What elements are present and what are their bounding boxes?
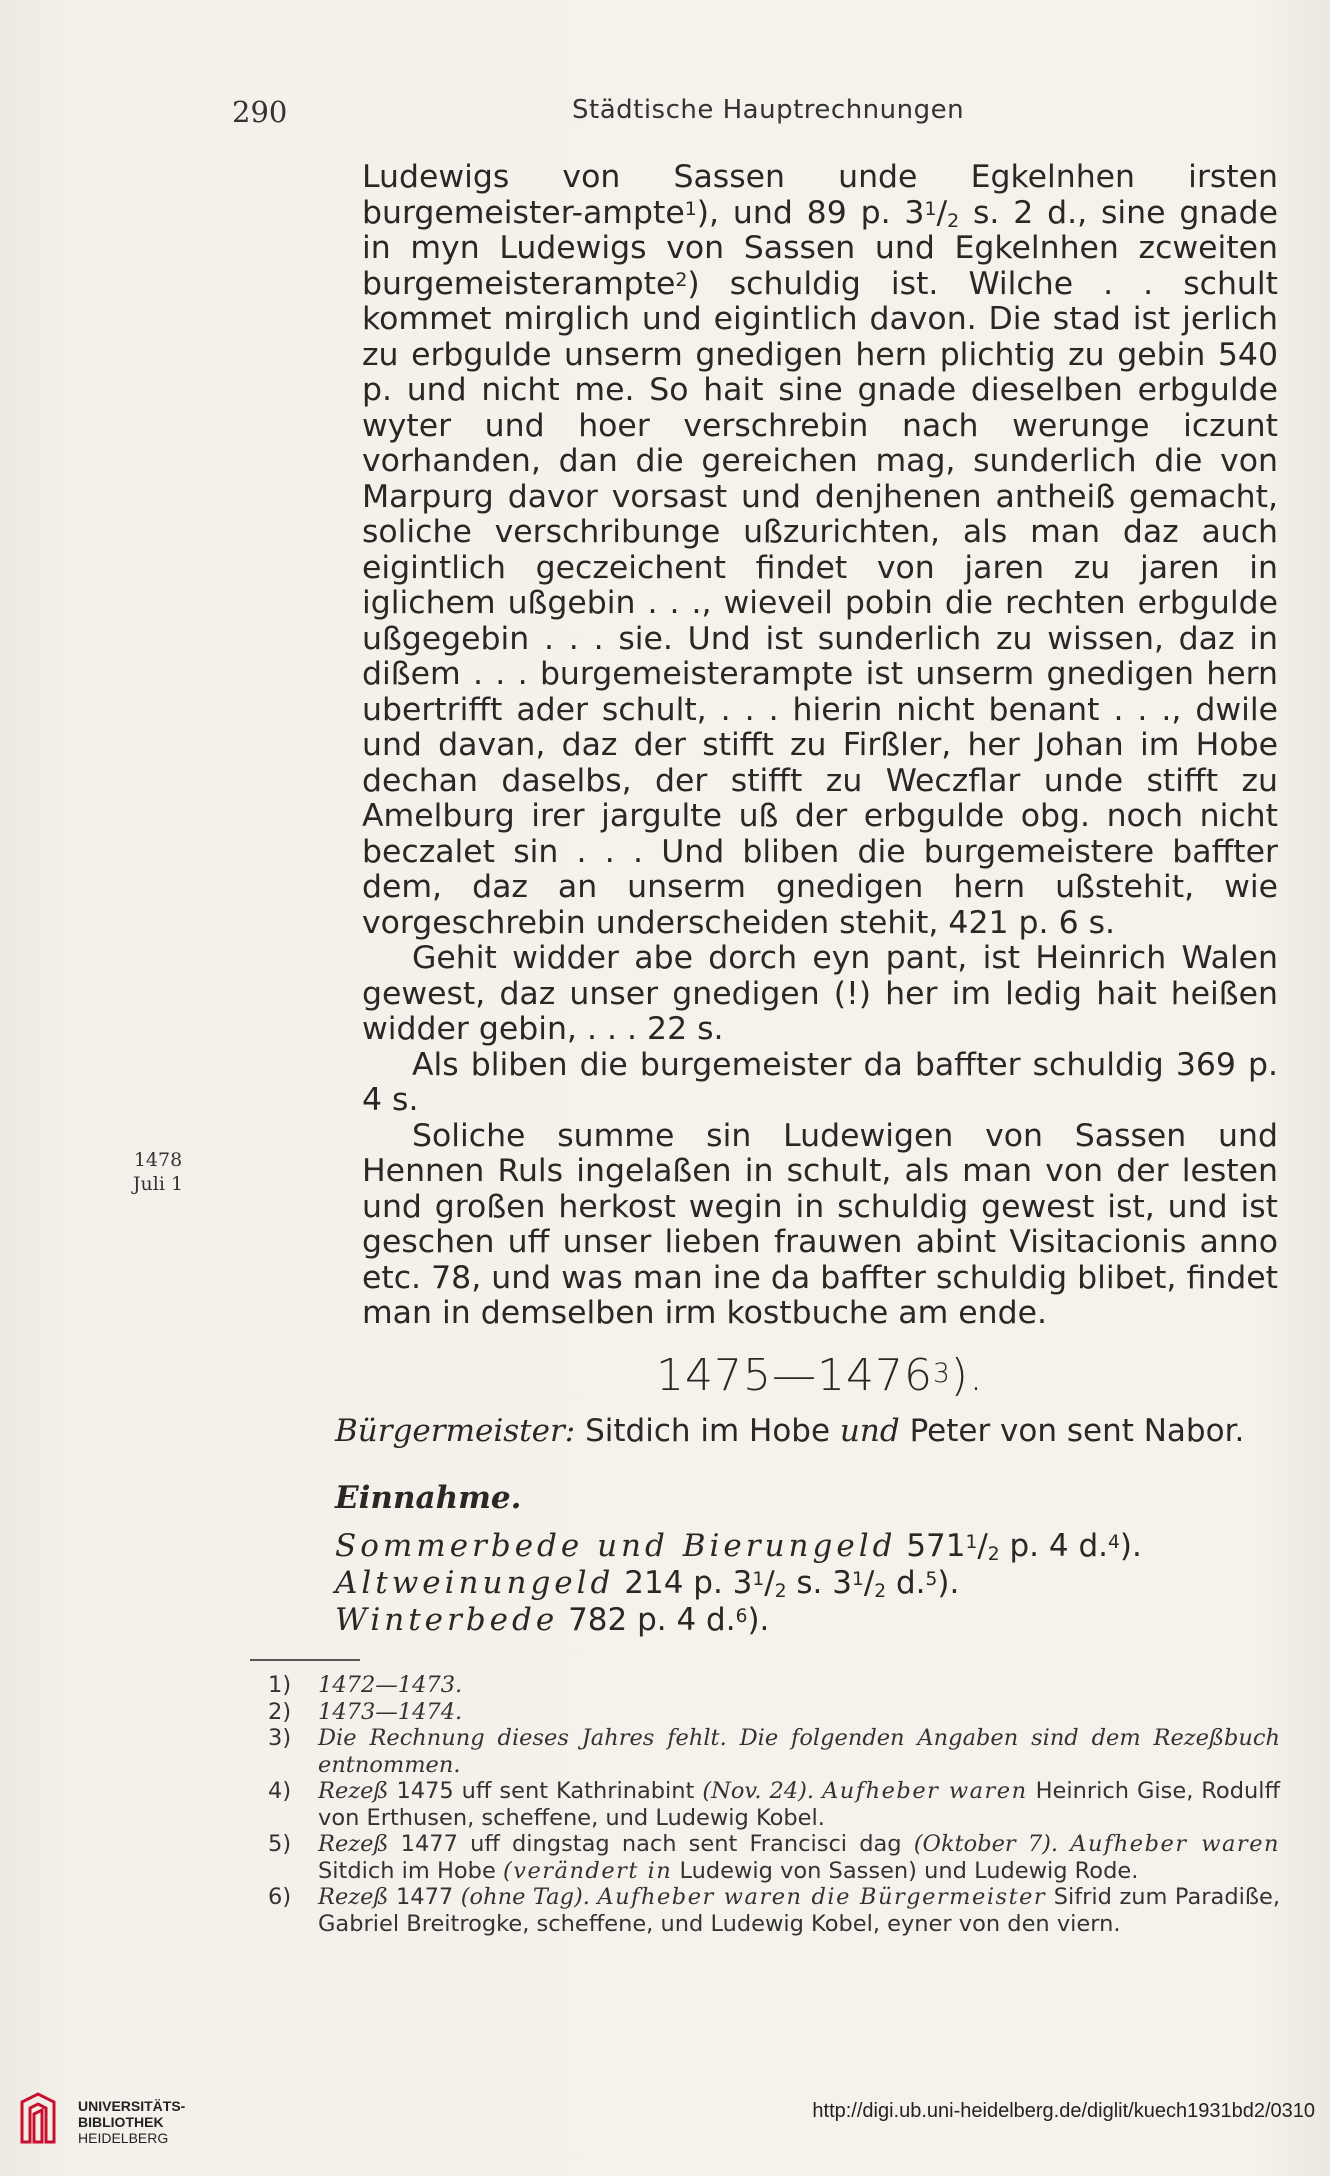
fraction-den: 2 — [947, 209, 960, 232]
mayor-1: Sitdich im Hobe — [585, 1413, 831, 1449]
library-name-line: UNIVERSITÄTS- — [78, 2098, 186, 2114]
text-run: 1477 uff dingstag nach sent Francisci dag — [400, 1831, 902, 1857]
library-name-line: BIBLIOTHEK — [78, 2114, 164, 2130]
text-run: Aufheber waren — [822, 1778, 1028, 1804]
footnotes — [250, 1672, 1280, 1937]
text-run: Ludewigs von Sassen unde Egkelnhen irsten burgemeister-ampte — [362, 159, 1278, 231]
footnote-text: Die Rechnung dieses Jahres fehlt. Die folgenden Angaben sind dem Rezeßbuch entnommen. — [318, 1725, 1280, 1778]
conjunction: und — [839, 1413, 900, 1449]
text-run: 1475 uff sent Kathrinabint — [396, 1778, 695, 1804]
footnote-text: 1472—1473. — [318, 1672, 463, 1698]
text-run: (Oktober 7). — [913, 1831, 1059, 1857]
fraction-num: 1 — [965, 1532, 978, 1553]
running-title: Städtische Hauptrechnungen — [572, 95, 965, 125]
footnote-ref: 1 — [684, 197, 697, 220]
footnote-ref: 6 — [735, 1606, 748, 1627]
margin-note-date — [118, 1148, 198, 1196]
margin-note-day: Juli 1 — [132, 1173, 184, 1195]
text-run: s. 2 d., sine gnade in myn Ludewigs von Sassen und Egkelnhen zcweiten burgemeisterampte — [362, 194, 1278, 302]
text-run: (ohne Tag). — [460, 1884, 590, 1910]
text-run: Rezeß — [318, 1778, 389, 1804]
paragraph-1: Ludewigs von Sassen unde Egkelnhen irsten burgemeister-ampte$^1$), und 89 p. $3^1/_2$ s. 2 d., sine gnade in myn Ludewigs von Sassen und Egkelnhen zcweiten burgemeisterampte$^2$) schuldig ist. Wilche . . schult kommet mirglich und eigintlich davon. Die stad ist jerlich zu erbgulde unserm gnedigen hern plichtig zu gebin 540 p. und nicht me. So hait sine gnade dieselben erbgulde wyter und hoer verschrebin nach werunge iczunt vorhanden, dan die gereichen mag, sunderlich die von Marpurg davor vorsast und denjhenen antheiß gemacht, soliche verschribunge ußzurichten, als man daz auch eigintlich geczeichent findet von jaren zu jaren in iglichem ußgebin . . ., wieveil pobin die rechten erbgulde ußgegebin . . . sie. Und ist sunderlich zu wissen, daz in dißem . . . burgemeisterampte ist unserm gnedigen hern ubertrifft ader schult, . . . hierin nicht benant . . ., dwile und davan, daz der stifft zu Firßler, her Johan im Hobe dechan daselbs, der stifft zu Weczflar unde stifft zu Amelburg irer jargulte uß der erbgulde obg. noch nicht beczalet sin . . . Und bliben die burgemeistere baffter dem, daz an unserm gnedigen hern ußstehit, wie vorgeschrebin underscheiden stehit, 421 p. 6 s. — [362, 159, 1278, 941]
footnote-divider — [250, 1659, 360, 1661]
revenue-item — [335, 1602, 1295, 1639]
mayor-2: Peter von sent Nabor. — [909, 1413, 1245, 1449]
text-run: Ludewig von Sassen) und Ludewig Rode. — [679, 1857, 1139, 1884]
text-run: 214 p. 3 — [624, 1565, 753, 1601]
library-logo-icon[interactable] — [18, 2092, 58, 2146]
revenue-item: Sommerbede und Bierungeld $571^1/_2$ p. 4 d.$^4$). — [335, 1528, 1142, 1565]
fraction-num: 1 — [752, 1569, 765, 1590]
footnote-3: 3) Die Rechnung dieses Jahres fehlt. Die folgenden Angaben sind dem Rezeßbuch entnommen. — [268, 1725, 1280, 1778]
section-heading-text: 1475—1476 — [656, 1350, 933, 1401]
revenue-label: Altweinungeld — [335, 1565, 615, 1601]
revenue-list — [335, 1528, 1295, 1639]
text-run: s. 3 — [796, 1565, 852, 1601]
text-run: ). — [950, 1350, 984, 1401]
footnote-text: 1473—1474. — [318, 1698, 463, 1725]
footer — [0, 2080, 1330, 2160]
text-run: 1477 — [395, 1884, 454, 1910]
text-run: 571 — [906, 1528, 966, 1564]
text-run: ). — [747, 1602, 770, 1638]
text-run: Aufheber waren die Bürgermeister — [597, 1884, 1047, 1910]
text-run: Sitdich im Hobe — [318, 1857, 496, 1884]
text-run: ). — [1119, 1528, 1142, 1564]
paragraph-4: Soliche summe sin Ludewigen von Sassen und Hennen Ruls ingelaßen in schult, als man von der lesten und großen herkost wegin in schuldig gewest ist, und ist geschen uff unser lieben frauwen abint Visitacionis anno etc. 78, und was man ine da baffter schuldig blibet, findet man in demselben irm kostbuche am ende. — [362, 1117, 1278, 1331]
body-text — [362, 160, 1278, 1332]
fraction-num: 1 — [924, 197, 937, 220]
running-head — [232, 95, 1272, 135]
source-url-link[interactable]: http://digi.ub.uni-heidelberg.de/diglit/kuech1931bd2/0310 — [812, 2100, 1315, 2122]
footnote-6: 6) Rezeß 1477 (ohne Tag). Aufheber waren die Bürgermeister Sifrid zum Paradiße, Gabriel Breitrogke, scheffene, und Ludewig Kobel, eyner von den viern. — [268, 1884, 1281, 1937]
footnote-ref: 2 — [675, 268, 688, 291]
page-number: 290 — [232, 95, 288, 129]
text-run: Aufheber waren — [1070, 1831, 1280, 1857]
revenue-label: Winterbede — [335, 1602, 559, 1638]
text-run: ), und 89 p. 3 — [696, 194, 925, 231]
revenue-label: Sommerbede und Bierungeld — [335, 1528, 897, 1564]
footnote-ref: 4 — [1108, 1532, 1120, 1553]
text-run: ) schuldig ist. Wilche . . schult kommet mirglich und eigintlich davon. Die stad ist jerlich zu erbgulde unserm gnedigen hern plichtig zu gebin 540 p. und nicht me. So hait sine gnade dieselben erbgulde wyter und hoer verschrebin nach werunge iczunt vorhanden, dan die gereichen mag, sunderlich die von Marpurg davor vorsast und denjhenen antheiß gemacht, soliche verschribunge ußzurichten, als man daz auch eigintlich geczeichent findet von jaren zu jaren in iglichem ußgebin . . ., wieveil pobin die rechten erbgulde ußgegebin . . . sie. Und ist sunderlich zu wissen, daz in dißem . . . burgemeisterampte ist unserm gnedigen hern ubertrifft ader schult, . . . hierin nicht benant . . ., dwile und davan, daz der stifft zu Firßler, her Johan im Hobe dechan daselbs, der stifft zu Weczflar unde stifft zu Amelburg irer jargulte uß der erbgulde obg. noch nicht beczalet sin . . . Und bliben die burgemeistere baffter dem, daz an unserm gnedigen hern ußstehit, wie vorgeschrebin underscheiden stehit, 421 p. 6 s. — [362, 265, 1278, 941]
text-run: Rezeß — [318, 1884, 389, 1910]
footnote-ref: 5 — [925, 1569, 938, 1590]
text-run: 782 p. 4 d. — [568, 1602, 736, 1638]
footnote-1: 1) 1472—1473. — [268, 1672, 463, 1698]
text-run: ). — [937, 1565, 960, 1601]
text-run: Sifrid zum Paradiße, Gabriel Breitrogke, scheffene, und Ludewig Kobel, eyner von den viern. — [318, 1884, 1281, 1937]
text-run: d. — [896, 1565, 926, 1601]
einnahme-heading: Einnahme. — [335, 1480, 522, 1516]
library-name — [78, 2098, 185, 2146]
mayors-label: Bürgermeister: — [335, 1413, 576, 1449]
library-name-line: HEIDELBERG — [78, 2130, 169, 2146]
mayors-line — [335, 1413, 1295, 1449]
text-run: (verändert in — [502, 1857, 673, 1884]
fraction-den: 2 — [774, 1581, 787, 1602]
footnote-5: 5) Rezeß 1477 uff dingstag nach sent Francisci dag (Oktober 7). Aufheber waren Sitdich im Hobe (verändert in Ludewig von Sassen) und Ludewig Rode. — [268, 1831, 1280, 1884]
text-run: (Nov. 24). — [702, 1778, 815, 1804]
revenue-item: Altweinungeld 214 p. $3^1/_2$ s. $3^1/_2$ d.$^5$). — [335, 1565, 960, 1602]
fraction-den: 2 — [987, 1544, 1000, 1565]
footnote-ref: 3 — [933, 1358, 951, 1389]
text-run: Rezeß — [318, 1831, 389, 1857]
paragraph-2: Gehit widder abe dorch eyn pant, ist Heinrich Walen gewest, daz unser gnedigen (!) her im ledig hait heißen widder gebin, . . . 22 s. — [362, 940, 1278, 1047]
footnote-4: 4) Rezeß 1475 uff sent Kathrinabint (Nov. 24). Aufheber waren Heinrich Gise, Rodulff von Erthusen, scheffene, und Ludewig Kobel. — [268, 1778, 1280, 1831]
text-run: Heinrich Gise, Rodulff von Erthusen, scheffene, und Ludewig Kobel. — [318, 1778, 1280, 1831]
fraction-den: 2 — [874, 1581, 887, 1602]
fraction-num: 1 — [852, 1569, 864, 1590]
footnote-2: 2) 1473—1474. — [268, 1698, 463, 1725]
paragraph-3: Als bliben die burgemeister da baffter schuldig 369 p. 4 s. — [362, 1046, 1278, 1118]
text-run: p. 4 d. — [1009, 1528, 1108, 1564]
section-heading — [362, 1350, 1278, 1401]
margin-note-year: 1478 — [133, 1149, 183, 1171]
